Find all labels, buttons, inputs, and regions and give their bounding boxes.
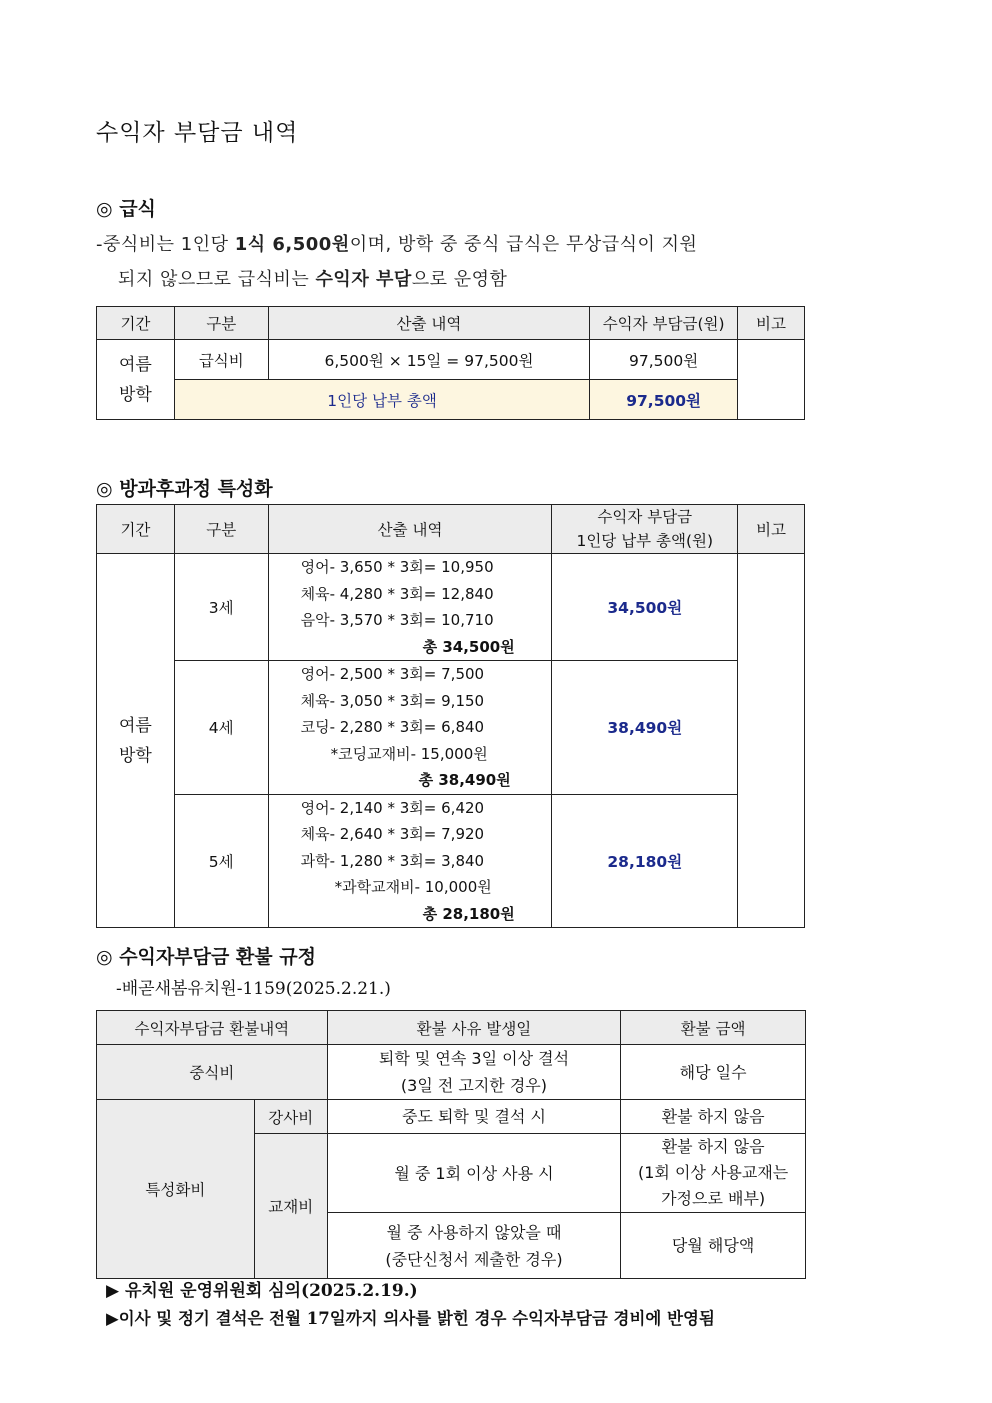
after-school-heading: ◎ 방과후과정 특성화 <box>96 478 273 500</box>
refund-table <box>96 1010 806 1279</box>
as-header-note: 비고 <box>738 505 805 554</box>
refund-material-label: 교재비 <box>254 1134 327 1279</box>
refund-material-reason-2: 월 중 사용하지 않았을 때 (중단신청서 제출한 경우) <box>327 1213 621 1279</box>
as-calc-total: 총 28,180원 <box>422 904 515 923</box>
refund-instructor-label: 강사비 <box>254 1100 327 1134</box>
as-row-category: 3세 <box>174 554 268 661</box>
as-calc-line: 체육- 4,280 * 3회= 12,840 <box>300 584 494 603</box>
as-calc-line: 과학- 1,280 * 3회= 3,840 <box>300 851 485 870</box>
meal-total-label: 1인당 납부 총액 <box>174 380 589 420</box>
meal-total-amount: 97,500원 <box>590 380 738 420</box>
refund-special-label: 특성화비 <box>97 1100 255 1279</box>
as-header-category: 구분 <box>174 505 268 554</box>
as-note-cell <box>738 554 805 928</box>
meal-para-2-post: 으로 운영함 <box>411 269 508 290</box>
meal-header-category: 구분 <box>174 307 268 340</box>
meal-para-1-post: 이며, 방학 중 중식 급식은 무상급식이 지원 <box>349 234 698 255</box>
meal-para-2-bold: 수익자 부담 <box>315 269 412 290</box>
meal-amount-cell: 97,500원 <box>590 340 738 380</box>
as-calc-note: *과학교재비- 10,000원 <box>334 878 492 896</box>
as-row-category: 5세 <box>174 794 268 928</box>
refund-material-reason-1: 월 중 1회 이상 사용 시 <box>327 1134 621 1213</box>
meal-heading: ◎ 급식 <box>96 198 156 220</box>
meal-para-2-pre: 되지 않으므로 급식비는 <box>118 269 316 290</box>
refund-material-amount-2: 당월 해당액 <box>621 1213 806 1279</box>
meal-para-1-bold: 1식 6,500원 <box>234 234 350 255</box>
refund-header-reason: 환불 사유 발생일 <box>327 1011 621 1045</box>
as-header-period: 기간 <box>97 505 175 554</box>
meal-calc-cell: 6,500원 × 15일 = 97,500원 <box>268 340 590 380</box>
meal-table <box>96 306 805 420</box>
meal-header-period: 기간 <box>97 307 175 340</box>
as-calc-total: 총 38,490원 <box>418 771 511 789</box>
as-row-calc <box>268 794 552 928</box>
as-calc-line: 코딩- 2,280 * 3회= 6,840 <box>300 718 485 736</box>
as-calc-line: 체육- 3,050 * 3회= 9,150 <box>300 691 485 710</box>
after-school-table <box>96 504 805 928</box>
as-calc-note: *코딩교재비- 15,000원 <box>330 744 488 763</box>
meal-category-cell: 급식비 <box>174 340 268 380</box>
refund-header-amount: 환불 금액 <box>621 1011 806 1045</box>
meal-header-amount: 수익자 부담금(원) <box>590 307 738 340</box>
as-calc-line: 영어- 3,650 * 3회= 10,950 <box>300 558 494 576</box>
as-calc-line: 영어- 2,140 * 3회= 6,420 <box>300 798 485 817</box>
refund-meal-amount: 해당 일수 <box>621 1045 806 1100</box>
meal-paragraph-line-1 <box>96 230 697 256</box>
meal-header-note: 비고 <box>738 307 805 340</box>
meal-header-calc: 산출 내역 <box>268 307 590 340</box>
refund-subheading: -배곧새봄유치원-1159(2025.2.21.) <box>116 979 391 999</box>
footer-note-1: ▶ 유치원 운영위원회 심의(2025.2.19.) <box>106 1281 418 1301</box>
refund-meal-reason: 퇴학 및 연속 3일 이상 결석 (3일 전 고지한 경우) <box>327 1045 621 1100</box>
as-header-amount: 수익자 부담금 1인당 납부 총액(원) <box>552 505 738 554</box>
refund-material-amount-1: 환불 하지 않음 (1회 이상 사용교재는 가정으로 배부) <box>621 1134 806 1213</box>
refund-heading: ◎ 수익자부담금 환불 규정 <box>96 946 316 968</box>
as-row-category: 4세 <box>174 661 268 795</box>
as-row-amount: 34,500원 <box>552 554 738 661</box>
as-calc-line: 음악- 3,570 * 3회= 10,710 <box>300 611 494 629</box>
refund-instructor-amount: 환불 하지 않음 <box>621 1100 806 1134</box>
footer-note-2: ▶이사 및 정기 결석은 전월 17일까지 의사를 밝힌 경우 수익자부담금 경비에 반영됨 <box>106 1309 715 1328</box>
as-calc-line: 체육- 2,640 * 3회= 7,920 <box>300 825 485 843</box>
meal-note-cell <box>738 340 805 420</box>
as-header-calc: 산출 내역 <box>268 505 552 554</box>
meal-period-cell: 여름 방학 <box>97 340 175 420</box>
as-row-amount: 38,490원 <box>552 661 738 795</box>
refund-header-detail: 수익자부담금 환불내역 <box>97 1011 328 1045</box>
as-row-calc <box>268 661 552 795</box>
as-period-cell: 여름 방학 <box>97 554 175 928</box>
as-calc-total: 총 34,500원 <box>422 637 515 656</box>
as-row-calc <box>268 554 552 661</box>
refund-meal-label: 중식비 <box>97 1045 328 1100</box>
as-calc-line: 영어- 2,500 * 3회= 7,500 <box>300 665 485 683</box>
page-title: 수익자 부담금 내역 <box>96 120 299 146</box>
meal-para-1-pre: -중식비는 1인당 <box>96 234 235 255</box>
meal-paragraph-line-2 <box>118 265 507 291</box>
refund-instructor-reason: 중도 퇴학 및 결석 시 <box>327 1100 621 1134</box>
as-row-amount: 28,180원 <box>552 794 738 928</box>
